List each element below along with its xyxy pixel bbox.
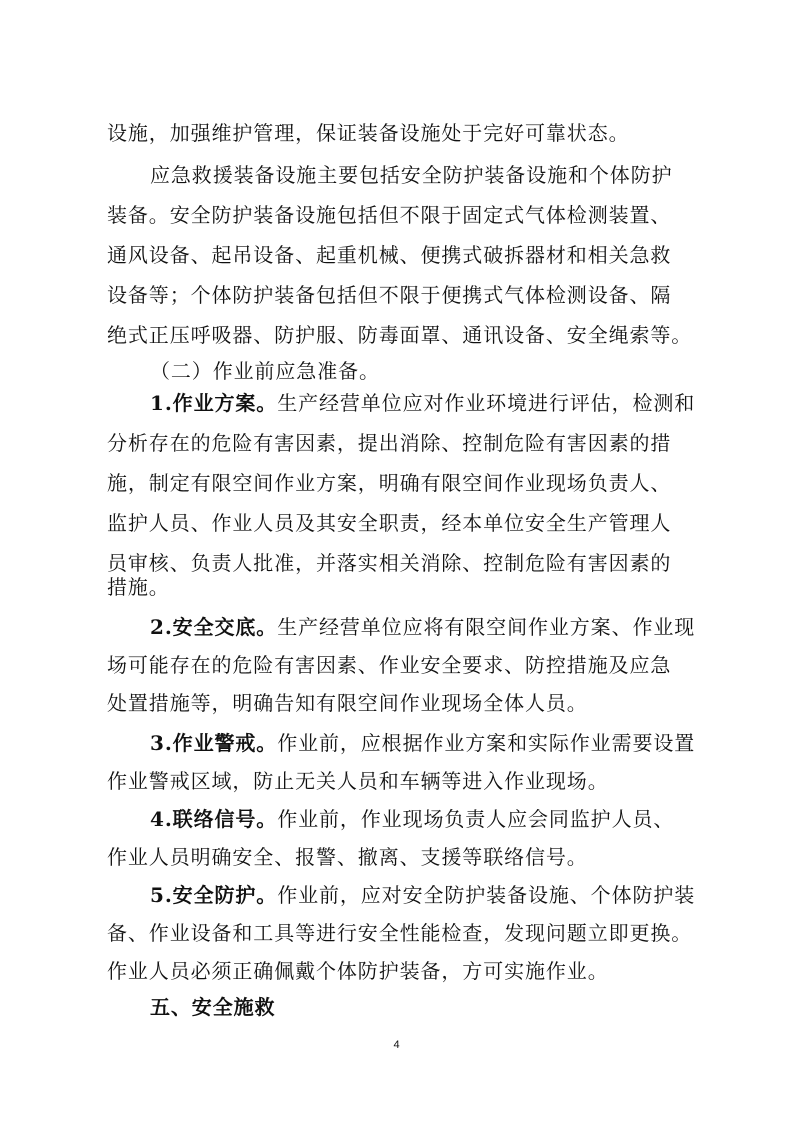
paragraph-lead: 4.联络信号。 <box>150 807 278 831</box>
body-text-line: 场可能存在的危险有害因素、作业安全要求、防控措施及应急 <box>107 653 672 677</box>
paragraph-text: 作业前，应对安全防护装备设施、个体防护装 <box>277 883 696 907</box>
section-subheading: （二）作业前应急准备。 <box>150 359 380 383</box>
paragraph-lead: 3.作业警戒。 <box>150 731 278 755</box>
body-text-line: 作业人员明确安全、报警、撤离、支援等联络信号。 <box>107 845 588 869</box>
paragraph-text: 生产经营单位应将有限空间作业方案、作业现 <box>277 615 696 639</box>
body-text-line: 措施。 <box>107 575 170 599</box>
body-text-line: 设备等；个体防护装备包括但不限于便携式气体检测设备、隔 <box>107 283 672 307</box>
numbered-paragraph-first-line <box>150 804 674 834</box>
body-text-line: 绝式正压呼吸器、防护服、防毒面罩、通讯设备、安全绳索等。 <box>107 323 693 347</box>
numbered-paragraph-first-line <box>150 388 695 418</box>
body-text-line: 员审核、负责人批准，并落实相关消除、控制危险有害因素的 <box>107 551 672 575</box>
paragraph-text: 作业前，作业现场负责人应会同监护人员、 <box>277 807 675 831</box>
page-number: 4 <box>393 1039 400 1051</box>
body-text-line: 作业警戒区域，防止无关人员和车辆等进入作业现场。 <box>107 769 609 793</box>
paragraph-text: 生产经营单位应对作业环境进行评估，检测和 <box>277 391 696 415</box>
numbered-paragraph-first-line <box>150 728 695 758</box>
body-text-line: 监护人员、作业人员及其安全职责，经本单位安全生产管理人 <box>107 511 672 535</box>
body-text-line: 施，制定有限空间作业方案，明确有限空间作业现场负责人、 <box>107 471 672 495</box>
paragraph-lead: 2.安全交底。 <box>150 615 278 639</box>
body-text-line: 备、作业设备和工具等进行安全性能检查，发现问题立即更换。 <box>107 921 693 945</box>
numbered-paragraph-first-line <box>150 612 695 642</box>
numbered-paragraph-first-line <box>150 880 695 910</box>
paragraph-text: 作业前，应根据作业方案和实际作业需要设置 <box>277 731 696 755</box>
body-text-line: 处置措施等，明确告知有限空间作业现场全体人员。 <box>107 691 588 715</box>
body-text-line: 设施，加强维护管理，保证装备设施处于完好可靠状态。 <box>107 121 630 145</box>
body-text-line: 分析存在的危险有害因素，提出消除、控制危险有害因素的措 <box>107 431 672 455</box>
paragraph-lead: 5.安全防护。 <box>150 883 278 907</box>
body-text-line: 装备。安全防护装备设施包括但不限于固定式气体检测装置、 <box>107 203 672 227</box>
body-text-line: 通风设备、起吊设备、起重机械、便携式破拆器材和相关急救 <box>107 243 672 267</box>
paragraph-lead: 1.作业方案。 <box>150 391 278 415</box>
body-text-line: 应急救援装备设施主要包括安全防护装备设施和个体防护 <box>150 163 673 187</box>
body-text-line: 作业人员必须正确佩戴个体防护装备，方可实施作业。 <box>107 959 609 983</box>
section-heading: 五、安全施救 <box>150 995 276 1019</box>
